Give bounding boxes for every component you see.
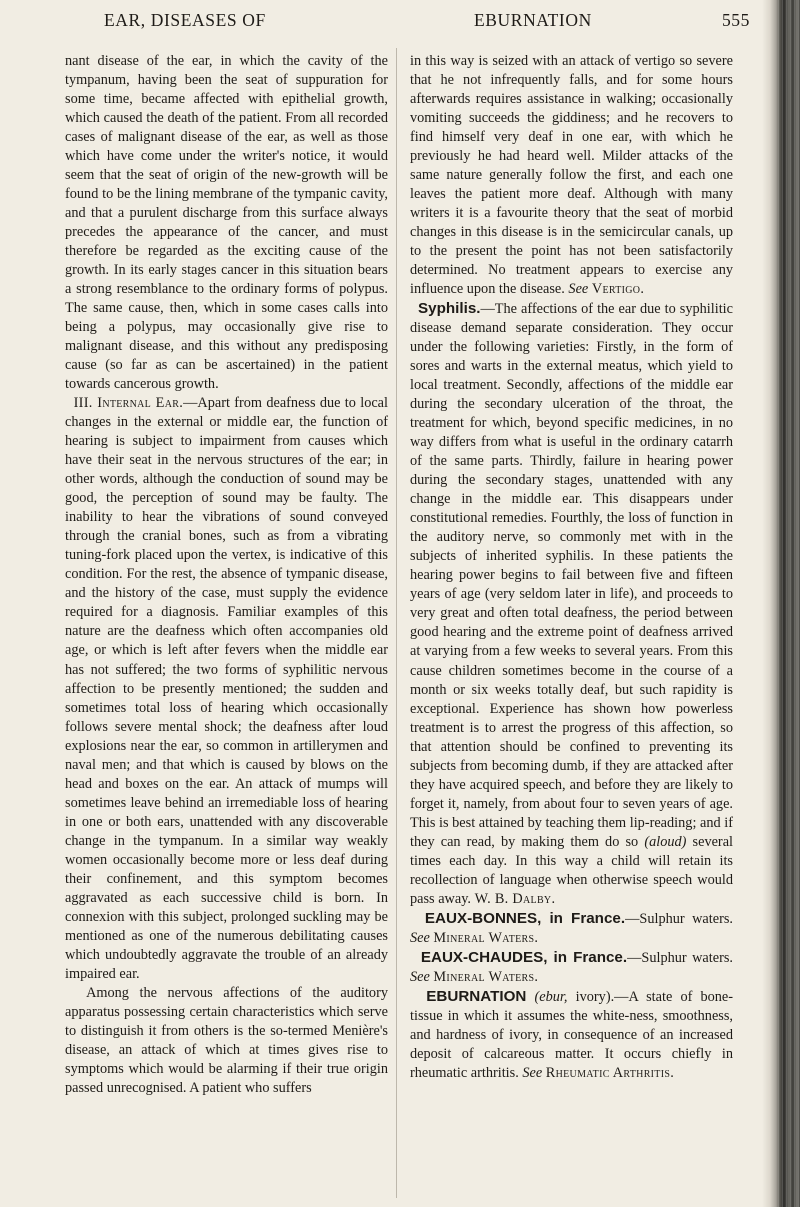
left-column	[65, 52, 388, 1098]
paragraph-text: in this way is seized with an attack of vertigo so severe that he not infrequently falls, and for some hours afterwards requires assistance in walking; occasionally vomiting succeeds the giddiness; and he recovers to find himself very deaf in one ear, with which he previously he had heard well. Milder attacks of the same nature generally follow the first, and each one leaves the patient more deaf. Although with many writers it is a favourite theory that the seat of morbid changes in this disease is in the semicircular canals, up to the present the point has not been satisfactorily determined. No treatment appears to exercise any influence upon the disease.	[410, 53, 733, 298]
entry-eaux-bonnes	[410, 909, 733, 948]
see-label: See	[410, 968, 430, 985]
cross-reference-mineral-waters[interactable]: Mineral Waters.	[433, 929, 539, 946]
cross-reference-mineral-waters[interactable]: Mineral Waters.	[433, 968, 539, 985]
heading-eaux-bonnes: EAUX-BONNES, in France.	[424, 909, 626, 927]
paragraph-text: Among the nervous affections of the auditory apparatus possessing certain characteristics which serve to distinguish it from others is the so-termed Menière's disease, an attack of which at times gives rise to symptoms which would be alarming if their true origin passed unrecognised. A patient who suffers	[65, 984, 388, 1096]
book-binding-texture	[778, 0, 800, 1207]
section-label-internal-ear: III. Internal Ear.	[73, 395, 184, 412]
see-label: See	[522, 1064, 543, 1081]
paragraph-text: —The affections of the ear due to syphilitic disease demand separate consideration. They occur under the following varieties: Firstly, in the form of sores and warts in the external meatus, which yield to local treatment. Secondly, affections of the middle ear during the secondary ulceration of the throat, the treatment for which, beyond specific medicines, in no way differs from what is useful in the ordinary catarrh of the same parts. Thirdly, failure in hearing power during the secondary stages, unattended with any change in the middle ear. This disappears under constitutional remedies. Fourthly, the loss of function in the auditory nerve, so commonly met with in the subjects of inherited syphilis. In these patients the hearing power begins to fail between five and fifteen years of age (very seldom later in life), and proceeds to very great and often total deafness, the period between good hearing and the extreme point of deafness arrived at varying from a few weeks to several years. From this cause children sometimes become in the course of a month or six weeks totally deaf, but such rapidity is exceptional. Experience has shown how powerless treatment is to arrest the progress of this affection, so that attention should be confined to preventing its subjects from becoming dumb, if they are attacked after they have acquired speech, and before they are likely to forget it, namely, from about four to seven years of age. This is best attained by teaching them lip-reading; and if they can read, by making them do so	[410, 301, 733, 850]
heading-syphilis: Syphilis.	[418, 300, 481, 318]
etymology-gloss: ivory).	[575, 988, 615, 1005]
paragraph-internal-ear	[65, 394, 388, 983]
see-label: See	[410, 929, 430, 946]
aloud-term: (aloud)	[644, 833, 687, 850]
header-right-title: EBURNATION	[474, 10, 592, 30]
entry-eaux-chaudes	[410, 948, 733, 987]
heading-eaux-chaudes: EAUX-CHAUDES, in France.	[420, 948, 628, 966]
cross-reference-rheumatic-arthritis[interactable]: Rheumatic Arthritis.	[545, 1064, 675, 1081]
paragraph-text: —Apart from deafness due to local changes in the external or middle ear, the function of hearing is subject to impairment from causes which have their seat in the nervous structures of the ear; in other words, although the conduction of sound may be good, the perception of sound may be faulty. The inability to hear the vibrations of sound conveyed through the cranial bones, such as from a vibrating tuning-fork placed upon the vertex, is indicative of this condition. For the rest, the absence of tympanic disease, and the history of the case, must supply the evidence required for a diagnosis. Familiar examples of this nature are the deafness which often accompanies old age, or which is left after fevers when the middle ear has not suffered; the two forms of syphilitic nervous affection to be presently mentioned; the sudden and sometimes total loss of hearing which occasionally follows severe mental shock; the deafness after loud explosions near the ear, so common in artillerymen and naval men; and that which is caused by blows on the head and boxes on the ear. An attack of mumps will sometimes leave behind an irremediable loss of hearing in one or both ears, unattended with any discoverable change in the tympanum. In a similar way weakly women occasionally become more or less deaf during their confinement, and this symptom becomes aggravated as each successive child is born. In connexion with this subject, prolonged suckling may be mentioned as one of the numerous debilitating causes which undoubtedly aggravate the trouble of an already impaired ear.	[65, 395, 389, 982]
etymology: (ebur,	[534, 988, 568, 1005]
author-signature: W. B. Dalby.	[474, 890, 556, 907]
entry-text: —Sulphur waters.	[627, 949, 733, 966]
header-left-title: EAR, DISEASES OF	[104, 10, 266, 30]
see-label: See	[568, 281, 589, 298]
entry-text: —A state of bone-tissue in which it assumes the white-ness, smoothness, and hardness of ivory, in consequence of an increased deposit of calcareous matter. It occurs chiefly in rheumatic arthritis.	[410, 988, 734, 1081]
cross-reference-vertigo[interactable]: Vertigo.	[591, 281, 645, 298]
right-column	[410, 52, 733, 1083]
paragraph-menieres-disease	[65, 984, 388, 1098]
entry-text: —Sulphur waters.	[625, 910, 733, 927]
column-divider	[396, 48, 397, 1198]
paragraph-text-end: several times each day. In this way a child will retain its recollection of language when otherwise speech would pass away.	[410, 833, 734, 907]
entry-eburnation	[410, 987, 733, 1083]
page-number: 555	[721, 10, 750, 30]
paragraph-text: nant disease of the ear, in which the cavity of the tympanum, having been the seat of suppuration for some time, became affected with epithelial growth, which caused the death of the patient. From all recorded cases of malignant disease of the ear, as well as those which have come under the writer's notice, it would seem that the seat of origin of the new-growth will be found to be the lining membrane of the tympanic cavity, and that a purulent discharge from this surface always precedes the appearance of the cancer, and must therefore be regarded as the exciting cause of the growth. In its early stages cancer in this situation bears a strong resemblance to the ordinary forms of polypus. The same cause, then, which in some cases calls into being a polypus, may occasionally give rise to malignant disease, and this without any predisposing cause (so far as can be ascertained) in the patient towards cancerous growth.	[65, 53, 388, 393]
heading-eburnation: EBURNATION	[426, 987, 527, 1005]
paragraph-vertigo	[410, 52, 733, 299]
paragraph-malignant-disease	[65, 52, 388, 394]
running-header	[62, 8, 750, 34]
paragraph-syphilis	[410, 299, 733, 909]
